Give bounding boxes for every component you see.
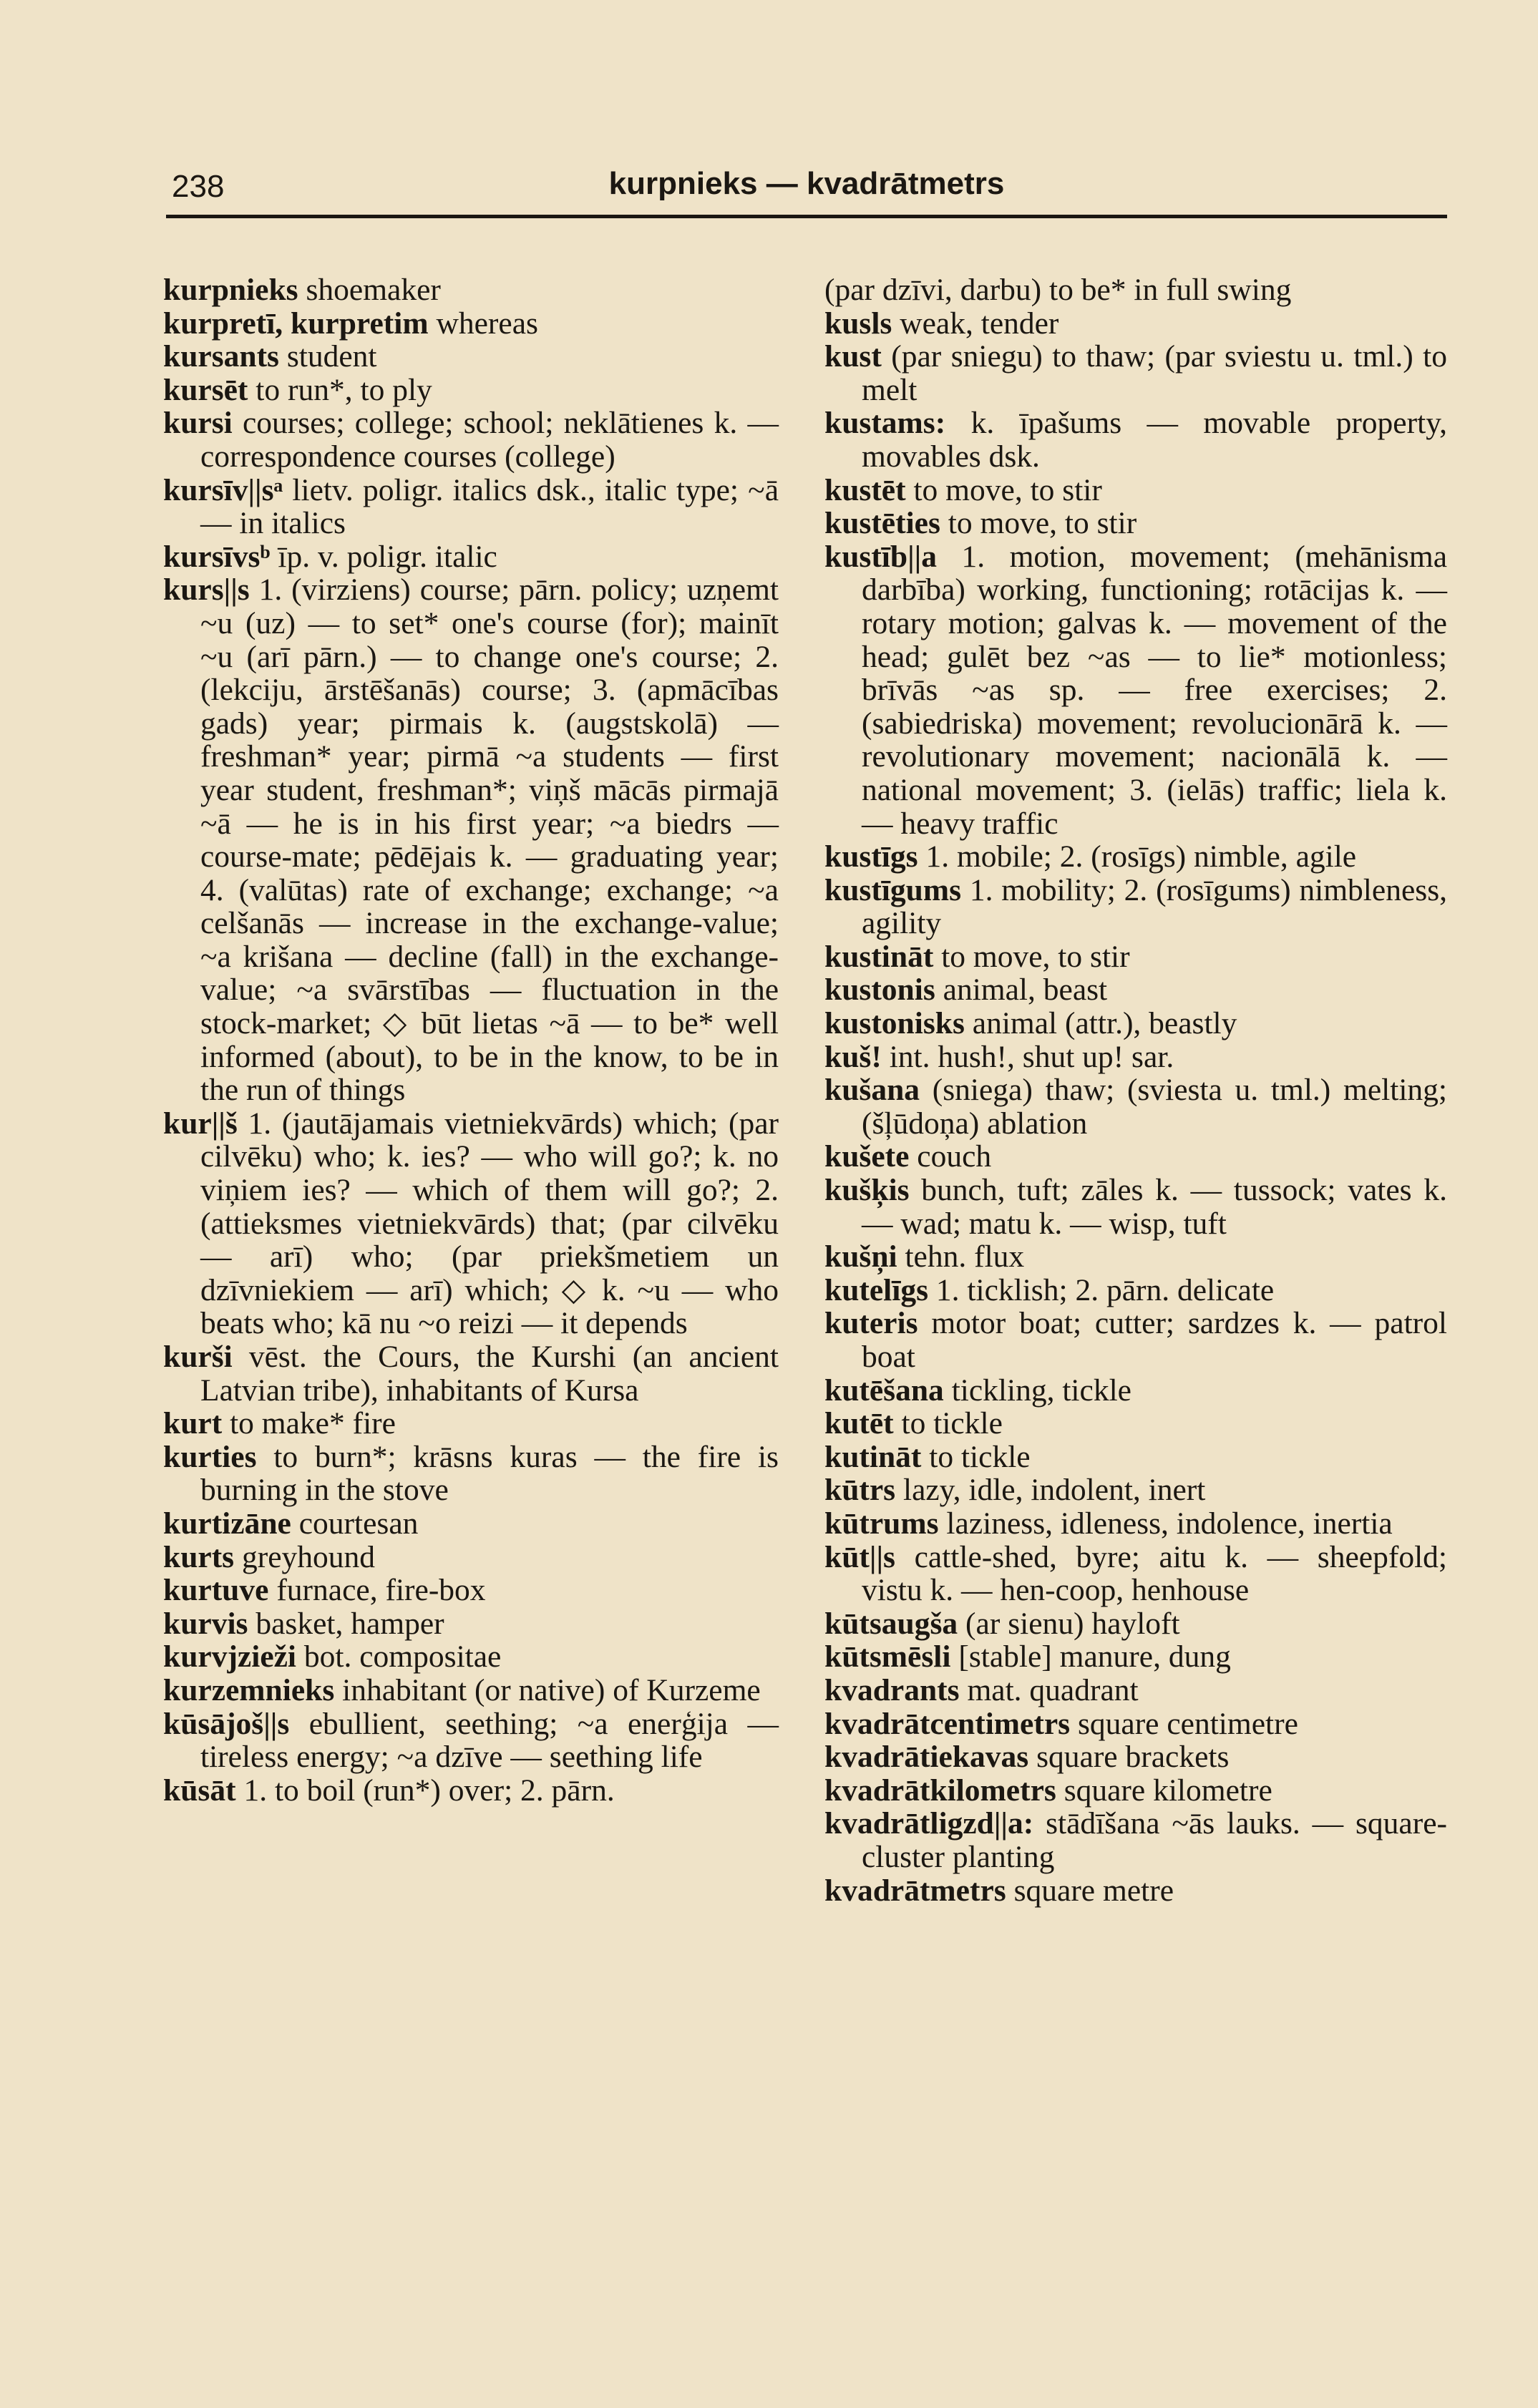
entry-definition: tickling, tickle <box>943 1373 1131 1408</box>
dictionary-entry <box>824 1507 1447 1541</box>
entry-headword: kvadrātcentimetrs <box>824 1706 1071 1741</box>
entry-headword: kurpnieks <box>163 273 298 307</box>
entry-definition: (sniega) thaw; (sviesta u. tml.) melting; (šļūdoņa) ablation <box>862 1073 1447 1141</box>
entry-definition: to move, to stir <box>905 472 1102 507</box>
entry-headword: kustonis <box>824 973 935 1008</box>
dictionary-entry <box>824 1374 1447 1408</box>
running-head: kurpnieks — kvadrātmetrs <box>608 166 1005 201</box>
dictionary-entry <box>163 340 779 374</box>
entry-headword: kūt||s <box>824 1539 895 1574</box>
dictionary-entry <box>824 840 1447 874</box>
dictionary-entry <box>163 374 779 407</box>
right-column <box>824 273 1447 1907</box>
entry-definition: student <box>278 339 377 374</box>
dictionary-entry <box>163 573 779 1107</box>
entry-headword: kušana <box>824 1073 920 1108</box>
entry-definition: (par dzīvi, darbu) to be* in full swing <box>824 273 1292 307</box>
dictionary-entry <box>824 340 1447 406</box>
dictionary-entry <box>824 1674 1447 1707</box>
entry-headword: kustīgums <box>824 872 961 907</box>
entry-definition: 1. motion, movement; (mehānisma darbība) working, functioning; rotācijas k. — rotary motion; galvas k. — movement of the head; gulēt bez ~as — to lie* motionless; brīvās ~as sp. — free exercises; 2. (sabiedriska) movement; revolucionārā k. — revolutionary movement; nacionālā k. — national movement; 3. (ielās) traffic; liela k. — heavy traffic <box>862 539 1447 841</box>
entry-definition: courses; college; school; neklātienes k. — correspondence courses (college) <box>200 406 779 474</box>
dictionary-entry <box>163 1407 779 1441</box>
entry-definition: int. hush!, shut up! sar. <box>881 1039 1174 1074</box>
entry-definition: to move, to stir <box>940 506 1137 541</box>
dictionary-entry <box>163 1107 779 1340</box>
dictionary-entry <box>824 1807 1447 1873</box>
entry-headword: kūsāt <box>163 1773 236 1808</box>
entry-definition: 1. (jautājamais vietniekvārds) which; (par cilvēku) who; k. ies? — who will go?; k. no viņiem ies? — which of them will go?; 2. (attieksmes vietniekvārds) that; (par cilvēku — arī) who; (par priekšmetiem un dzīvniekiem — arī) which; ◇ k. ~u — who beats who; kā nu ~o reizi — it depends <box>200 1106 779 1341</box>
entry-headword: kūsājoš||s <box>163 1706 290 1741</box>
entry-definition: īp. v. poligr. italic <box>270 539 497 574</box>
entry-definition: [stable] manure, dung <box>950 1639 1231 1675</box>
entry-definition: to run*, to ply <box>248 372 432 407</box>
dictionary-entry <box>824 1473 1447 1507</box>
entry-headword: kurts <box>163 1539 235 1574</box>
page-number: 238 <box>172 169 225 204</box>
entry-definition: inhabitant (or native) of Kurzeme <box>334 1672 761 1707</box>
entry-definition: to move, to stir <box>933 939 1130 974</box>
dictionary-entry <box>163 540 779 574</box>
dictionary-entry <box>163 1340 779 1407</box>
entry-headword: kust <box>824 339 882 374</box>
entry-definition: (ar sienu) hayloft <box>958 1606 1180 1641</box>
entry-definition: (par sniegu) to thaw; (par sviestu u. tml.) to melt <box>862 339 1447 407</box>
entry-headword: kvadrātkilometrs <box>824 1773 1056 1808</box>
dictionary-entry <box>824 406 1447 473</box>
entry-headword: kurzemnieks <box>163 1672 335 1707</box>
entry-headword: kustināt <box>824 939 934 974</box>
entry-headword: kursants <box>163 339 279 374</box>
entry-headword: kur||š <box>163 1106 238 1141</box>
entry-headword: kurši <box>163 1340 233 1374</box>
entry-headword: kurtuve <box>163 1573 269 1608</box>
dictionary-entry <box>163 1574 779 1607</box>
entry-headword: kvadrātligzd||a: <box>824 1806 1034 1841</box>
entry-definition: weak, tender <box>892 306 1059 341</box>
entry-headword: kutēšana <box>824 1373 944 1408</box>
dictionary-entry <box>824 1307 1447 1373</box>
entry-headword: kurties <box>163 1439 257 1474</box>
dictionary-entry <box>824 540 1447 840</box>
entry-definition: 1. (virziens) course; pārn. policy; uzņemt ~u (uz) — to set* one's course (for); mainīt ~u (arī pārn.) — to change one's course; 2. (lekciju, ārstēšanās) course; 3. (apmācības gads) year; pirmais k. (augstskolā) — freshman* year; pirmā ~a students — first year student, freshman*; viņš mācās pirmajā ~ā — he is in his first year; ~a biedrs — course-mate; pēdējais k. — graduating year; 4. (valūtas) rate of exchange; exchange; ~a celšanās — increase in the exchange-value; ~a krišana — decline (fall) in the exchange-value; ~a svārstības — fluctuation in the stock-market; ◇ būt lietas ~ā — to be* well informed (about), to be in the know, to be in the run of things <box>200 572 779 1108</box>
dictionary-entry <box>163 1640 779 1674</box>
dictionary-entry <box>824 1640 1447 1674</box>
entry-definition: furnace, fire-box <box>268 1573 486 1608</box>
dictionary-entry <box>824 1541 1447 1607</box>
entry-headword: kurvjzieži <box>163 1639 297 1675</box>
dictionary-entry <box>824 1874 1447 1908</box>
dictionary-entry <box>824 1607 1447 1641</box>
dictionary-entry <box>824 1274 1447 1307</box>
entry-definition: lazy, idle, indolent, inert <box>895 1473 1206 1508</box>
entry-definition: 1. mobility; 2. (rosīgums) nimbleness, agility <box>862 872 1447 941</box>
entry-headword: kvadrants <box>824 1672 960 1707</box>
dictionary-entry <box>163 1441 779 1507</box>
entry-headword: kustams: <box>824 406 946 441</box>
entry-definition: square centimetre <box>1070 1706 1298 1741</box>
entry-headword: kursēt <box>163 372 248 407</box>
entry-definition: to tickle <box>893 1406 1003 1441</box>
entry-definition: to burn*; krāsns kuras — the fire is burning in the stove <box>200 1439 779 1508</box>
entry-definition: to make* fire <box>222 1406 396 1441</box>
page-header <box>166 166 1447 216</box>
entry-headword: kūtrums <box>824 1506 939 1541</box>
entry-headword: kūtsaugša <box>824 1606 958 1641</box>
dictionary-entry <box>824 1774 1447 1808</box>
dictionary-entry <box>824 1174 1447 1240</box>
entry-headword: kurpretī, kurpretim <box>163 306 429 341</box>
entry-headword: kurs||s <box>163 572 250 608</box>
dictionary-entry <box>824 1407 1447 1441</box>
dictionary-entry <box>163 1541 779 1574</box>
entry-definition: vēst. the Cours, the Kurshi (an ancient Latvian tribe), inhabitants of Kursa <box>200 1340 779 1408</box>
dictionary-entry <box>824 973 1447 1007</box>
entry-headword: kustonisks <box>824 1006 965 1041</box>
entry-definition: greyhound <box>234 1539 376 1574</box>
entry-headword: kutelīgs <box>824 1272 929 1307</box>
entry-definition: square kilometre <box>1056 1773 1272 1808</box>
dictionary-entry <box>824 874 1447 940</box>
dictionary-entry <box>163 273 779 307</box>
dictionary-entry <box>163 1774 779 1808</box>
dictionary-entry <box>163 1507 779 1541</box>
entry-definition: motor boat; cutter; sardzes k. — patrol boat <box>862 1306 1447 1374</box>
dictionary-entry <box>824 1740 1447 1774</box>
entry-headword: kusls <box>824 306 892 341</box>
entry-definition: square metre <box>1006 1873 1174 1908</box>
dictionary-entry <box>824 474 1447 507</box>
entry-headword: kurtizāne <box>163 1506 291 1541</box>
entry-headword: kurvis <box>163 1606 248 1641</box>
entry-headword: kustīgs <box>824 839 918 874</box>
entry-definition: animal, beast <box>935 973 1108 1008</box>
entry-definition: k. īpašums — movable property, movables dsk. <box>862 406 1447 474</box>
entry-definition: couch <box>909 1139 992 1174</box>
dictionary-entry <box>163 1674 779 1707</box>
entry-definition: 1. to boil (run*) over; 2. pārn. <box>235 1773 615 1808</box>
entry-headword: kūtrs <box>824 1473 896 1508</box>
entry-headword: kutēt <box>824 1406 894 1441</box>
entry-definition: bot. compositae <box>296 1639 502 1675</box>
dictionary-entry <box>163 307 779 341</box>
entry-definition: bunch, tuft; zāles k. — tussock; vates k. — wad; matu k. — wisp, tuft <box>862 1173 1447 1241</box>
dictionary-entry <box>824 1707 1447 1741</box>
entry-headword: kursīvsᵇ <box>163 539 271 574</box>
entry-headword: kursi <box>163 406 233 441</box>
entry-definition: 1. mobile; 2. (rosīgs) nimble, agile <box>918 839 1357 874</box>
dictionary-entry <box>824 1441 1447 1474</box>
entry-definition: to tickle <box>921 1439 1031 1474</box>
entry-headword: kušete <box>824 1139 910 1174</box>
entry-headword: kvadrātmetrs <box>824 1873 1006 1908</box>
header-rule <box>166 215 1447 218</box>
dictionary-entry <box>824 1073 1447 1140</box>
entry-definition: shoemaker <box>298 273 441 307</box>
entry-definition: courtesan <box>291 1506 419 1541</box>
dictionary-entry <box>824 507 1447 540</box>
entry-headword: kustēties <box>824 506 940 541</box>
dictionary-entry <box>824 1140 1447 1174</box>
entry-definition: ebullient, seething; ~a enerģija — tireless energy; ~a dzīve — seething life <box>200 1706 779 1775</box>
entry-headword: kursīv||sᵃ <box>163 472 283 507</box>
dictionary-entry <box>824 940 1447 974</box>
dictionary-entry <box>824 307 1447 341</box>
entry-definition: basket, hamper <box>248 1606 444 1641</box>
left-column <box>163 273 779 1807</box>
entry-headword: kušņi <box>824 1239 897 1274</box>
dictionary-entry <box>163 406 779 473</box>
entry-headword: kurt <box>163 1406 223 1441</box>
entry-headword: kustīb||a <box>824 539 937 574</box>
entry-headword: kustēt <box>824 472 906 507</box>
entry-headword: kuteris <box>824 1306 918 1341</box>
dictionary-entry <box>163 474 779 540</box>
entry-definition: stādīšana ~ās lauks. — square-cluster planting <box>862 1806 1447 1874</box>
dictionary-entry <box>163 1607 779 1641</box>
entry-definition: laziness, idleness, indolence, inertia <box>938 1506 1393 1541</box>
entry-definition: mat. quadrant <box>959 1672 1139 1707</box>
entry-headword: kvadrātiekavas <box>824 1740 1029 1775</box>
dictionary-entry <box>824 1007 1447 1040</box>
dictionary-entry <box>163 1707 779 1774</box>
entry-definition: cattle-shed, byre; aitu k. — sheepfold; vistu k. — hen-coop, henhouse <box>862 1539 1447 1608</box>
entry-definition: whereas <box>428 306 538 341</box>
entry-definition: lietv. poligr. italics dsk., italic type; ~ā — in italics <box>200 472 779 541</box>
dictionary-entry <box>824 273 1447 307</box>
entry-headword: kušķis <box>824 1173 910 1208</box>
dictionary-entry <box>824 1040 1447 1074</box>
entry-definition: tehn. flux <box>897 1239 1025 1274</box>
entry-headword: kūtsmēsli <box>824 1639 951 1675</box>
dictionary-entry <box>824 1240 1447 1274</box>
entry-definition: animal (attr.), beastly <box>964 1006 1237 1041</box>
entry-definition: 1. ticklish; 2. pārn. delicate <box>928 1272 1275 1307</box>
entry-headword: kutināt <box>824 1439 922 1474</box>
entry-headword: kuš! <box>824 1039 882 1074</box>
entry-definition: square brackets <box>1028 1740 1230 1775</box>
